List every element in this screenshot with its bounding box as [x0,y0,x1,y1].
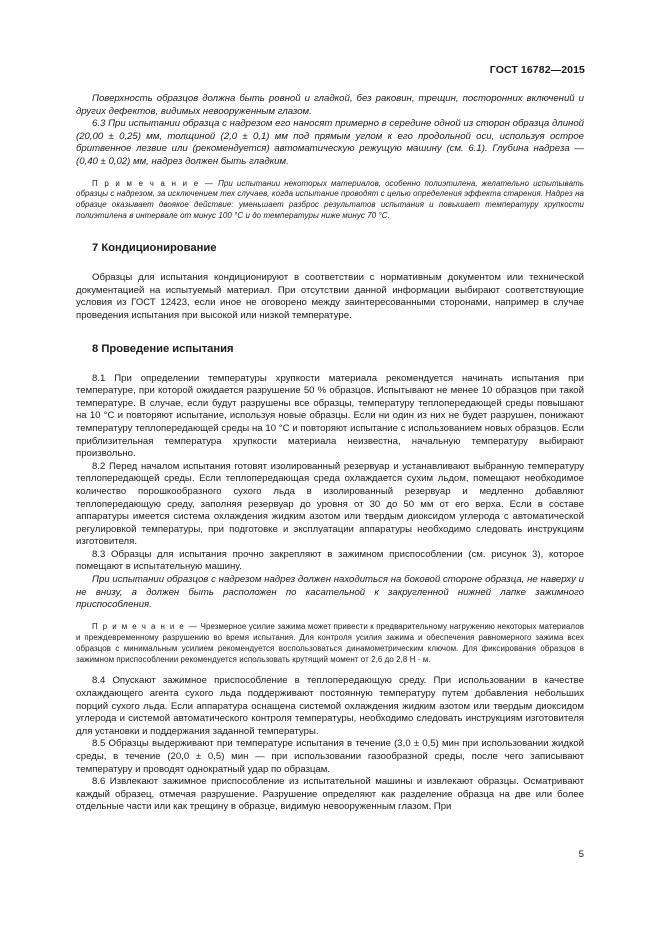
section-8-heading: 8 Проведение испытания [92,342,234,355]
section-7-heading: 7 Кондиционирование [92,242,217,255]
standard-header: ГОСТ 16782—2015 [489,64,585,76]
note-8-3 [76,622,584,666]
note-6-3 [76,179,584,223]
paragraph-7: Образцы для испытания кондиционируют в соответствии с нормативным документом или технической документацией на испытуемый материал. При отсутствии данной информации выбирают соответствующие условия из ГОСТ 12423, если иное не оговорено между заинтересованными сторонами, например в случае проведения испытания при высокой или низкой температуре. [76,272,584,321]
paragraph-8-3-italic: При испытании образцов с надрезом надрез должен находиться на боковой стороне образца, не наверху и не внизу, а должен быть расположен по касательной к закругленной нижней лапке зажимного приспособления. [76,574,584,611]
paragraph-8-5: 8.5 Образцы выдерживают при температуре испытания в течение (3,0 ± 0,5) мин при использовании жидкой среды, в течение (20,0 ± 0,5) мин — при использовании газообразной среды, после чего записывают температуру и проводят однократный удар по образцам. [76,738,584,775]
note-label: П р и м е ч а н и е — [92,178,215,188]
note-text: Чрезмерное усилие зажима может привести к предварительному нагружению некоторых материалов и преждевременному разрушению во время испытания. Для контроля усилия зажима и обеспечения равномерного зажима всех образцов с минимальным усилием рекомендуется воспользоваться динамометрическим ключом. Для фиксирования образцов в зажимном приспособлении рекомендуется использовать крутящий момент от 2,6 до 2,8 Н · м. [76,621,584,664]
paragraph-8-4: 8.4 Опускают зажимное приспособление в теплопередающую среду. При использовании в качестве охлаждающего агента сухого льда поддерживают постоянную температуру путем добавления небольших порций сухого льда. Если аппаратура оснащена системой охлаждения жидким азотом или твердым диоксидом углерода и системой автоматического контроля температуры, необходимо следовать инструкциям изготовителя для установки и поддержания заданной температуры. [76,675,584,737]
note-label: П р и м е ч а н и е — [92,621,199,631]
paragraph-8-2: 8.2 Перед началом испытания готовят изолированный резервуар и устанавливают выбранную температуру теплопередающей среды. Если теплопередающая среда охлаждается сухим льдом, помещают необходимое количество порошкообразного сухого льда в изолированный резервуар и медленно добавляют теплопередающую среду, заполняя резервуар до уровня от 30 до 50 мм от его верха. Если в составе аппаратуры имеется система охлаждения жидким азотом или твердым диоксидом углерода с автоматической регулировкой температуры, при подготовке и эксплуатации аппаратуры необходимо следовать инструкциям изготовителя. [76,460,584,548]
paragraph-8-1: 8.1 При определении температуры хрупкости материала рекомендуется начинать испытания при температуре, при которой ожидается разрушение 50 % образцов. Испытывают не менее 10 образцов при такой температуре. В случае, если будут разрушены все образцы, температуру теплопередающей среды повышают на 10 °С и повторяют испытание, используя новые образцы. Если ни один из них не будет разрушен, понижают температуру теплопередающей среды на 10 °С и повторяют испытание с использованием новых образцов. Если приблизительная температура хрупкости материала неизвестна, начальную температуру выбирают произвольно. [76,372,584,460]
paragraph-8-6: 8.6 Извлекают зажимное приспособление из испытательной машины и извлекают образцы. Осматривают каждый образец, отмечая разрушение. Разрушение определяют как разделение образца на две или более отдельные части или как трещину в образце, видимую невооруженным глазом. При [76,776,584,813]
paragraph-surface: Поверхность образцов должна быть ровной и гладкой, без раковин, трещин, посторонних включений и других дефектов, видимых невооруженным глазом. [76,93,584,117]
page-content [76,93,584,814]
page-number: 5 [578,849,584,860]
paragraph-8-3: 8.3 Образцы для испытания прочно закрепляют в зажимном приспособлении (см. рисунок 3), которое помещают в испытательную машину. [76,548,584,573]
note-text: При испытании некоторых материалов, особенно полиэтилена, желательно испытывать образцы с надрезом, за исключением тех случаев, когда испытание проводят с целью определения эффекта старения. Надрез на образце оказывает двоякое действие: уменьшает разброс результатов испытания и повышает температуру хрупкости полиэтилена в интервале от минус 100 °С и до температуры ниже минус 70 °С. [76,178,584,221]
paragraph-6-3: 6.3 При испытании образца с надрезом его наносят примерно в середине одной из сторон образца длиной (20,00 ± 0,25) мм, толщиной (2,0 ± 0,1) мм под прямым углом к его продольной оси, используя острое бритвенное лезвие или (рекомендуется) автоматическую режущую машину (см. 6.1). Глубина надреза — (0,40 ± 0,02) мм, надрез должен быть гладким. [76,118,584,167]
